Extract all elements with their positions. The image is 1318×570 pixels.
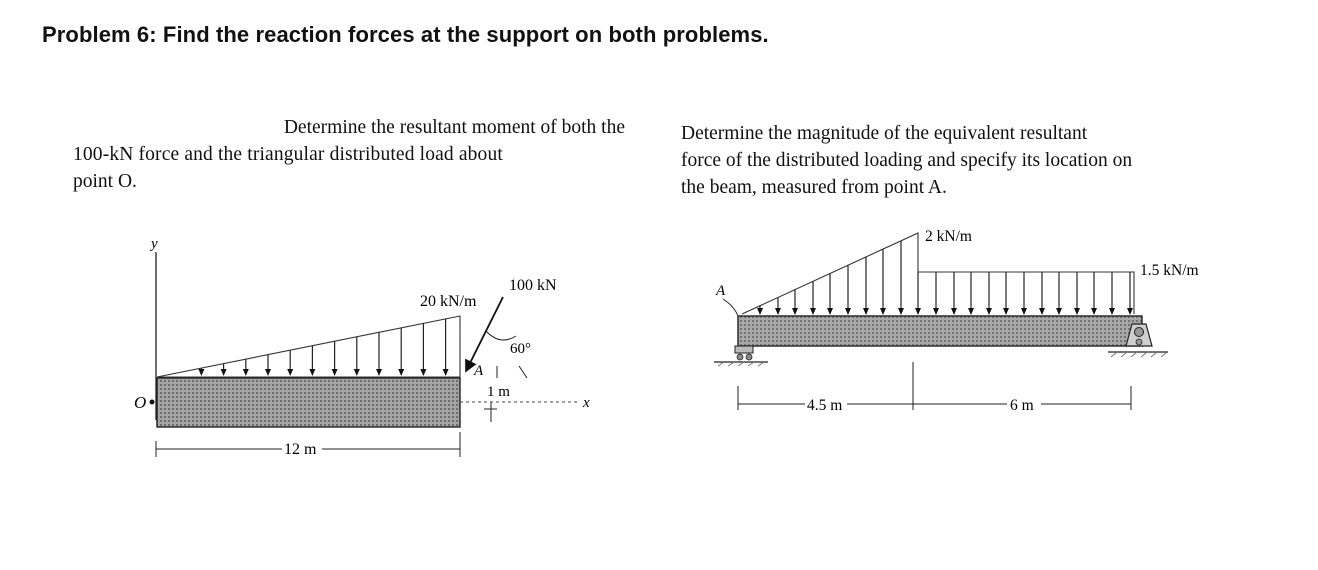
load-arrow-head (354, 369, 360, 376)
right-beam-figure (705, 220, 1225, 420)
load-arrow-head (1091, 308, 1097, 315)
load-intensity-label: 20 kN/m (420, 293, 477, 310)
dimension-tick (519, 366, 527, 378)
load-arrow-head (198, 369, 204, 376)
y-axis-label: y (151, 236, 158, 252)
load-arrow-head (898, 308, 904, 315)
load-arrow-head (1074, 308, 1080, 315)
load-arrow-head (376, 369, 382, 376)
left-beam-figure (100, 232, 720, 462)
load-arrow-head (287, 369, 293, 376)
left-roller-support (714, 346, 768, 366)
right-problem-statement (681, 120, 1132, 201)
load-arrow-head (915, 308, 921, 315)
distributed-load-arrows (757, 241, 1133, 315)
right-beam (738, 316, 1142, 346)
load-arrow-head (243, 369, 249, 376)
problem-title: Problem 6: Find the reaction forces at the support on both problems. (42, 22, 769, 47)
load-arrow-head (757, 308, 763, 315)
point-a-label-left: A (474, 363, 484, 379)
left-beam (157, 378, 460, 427)
load-arrow-head (1127, 308, 1133, 315)
point-a-label-right: A (716, 283, 726, 299)
load-arrow-head (265, 369, 271, 376)
load-arrow-head (986, 308, 992, 315)
peak-load-label: 2 kN/m (925, 228, 972, 245)
load-arrow-head (332, 369, 338, 376)
angle-arc (486, 331, 516, 340)
x-axis-label: x (583, 395, 590, 411)
load-arrow-head (1003, 308, 1009, 315)
load-arrow-head (775, 308, 781, 315)
left-text-line-2: 100-kN force and the triangular distributed load about (73, 144, 503, 165)
angle-label: 60° (510, 341, 531, 357)
load-arrow-head (309, 369, 315, 376)
load-arrow-head (1039, 308, 1045, 315)
load-arrow-head (845, 308, 851, 315)
load-arrow-head (880, 308, 886, 315)
origin-label: O (134, 393, 147, 412)
load-arrow-head (1109, 308, 1115, 315)
span2-label: 6 m (1010, 397, 1034, 414)
left-problem-statement (73, 114, 625, 195)
force-label: 100 kN (509, 277, 557, 294)
load-arrow-head (420, 369, 426, 376)
triangular-load-arrows (198, 319, 448, 376)
load-arrow-head (443, 369, 449, 376)
load-arrow-head (951, 308, 957, 315)
distributed-load-outline (742, 233, 1134, 314)
origin-point (150, 400, 155, 405)
triangular-load (157, 316, 460, 377)
load-arrow-head (968, 308, 974, 315)
load-arrow-head (221, 369, 227, 376)
load-arrow-head (827, 308, 833, 315)
uniform-load-label: 1.5 kN/m (1140, 262, 1199, 279)
point-a-leader (723, 299, 738, 316)
load-arrow-head (1056, 308, 1062, 315)
right-text-line-1: Determine the magnitude of the equivalent resultant (681, 123, 1088, 144)
load-arrow-head (1021, 308, 1027, 315)
left-text-line-1: Determine the resultant moment of both the (283, 117, 625, 138)
offset-label: 1 m (487, 384, 510, 400)
right-text-line-2: force of the distributed loading and specify its location on (681, 150, 1133, 171)
right-text-line-3: the beam, measured from point A. (681, 177, 947, 198)
load-arrow-head (863, 308, 869, 315)
left-text-line-3: point O. (73, 171, 137, 192)
load-arrow-head (933, 308, 939, 315)
load-arrow-head (792, 308, 798, 315)
length-label: 12 m (284, 441, 317, 458)
load-arrow-head (398, 369, 404, 376)
load-arrow-head (810, 308, 816, 315)
span1-label: 4.5 m (807, 397, 843, 414)
